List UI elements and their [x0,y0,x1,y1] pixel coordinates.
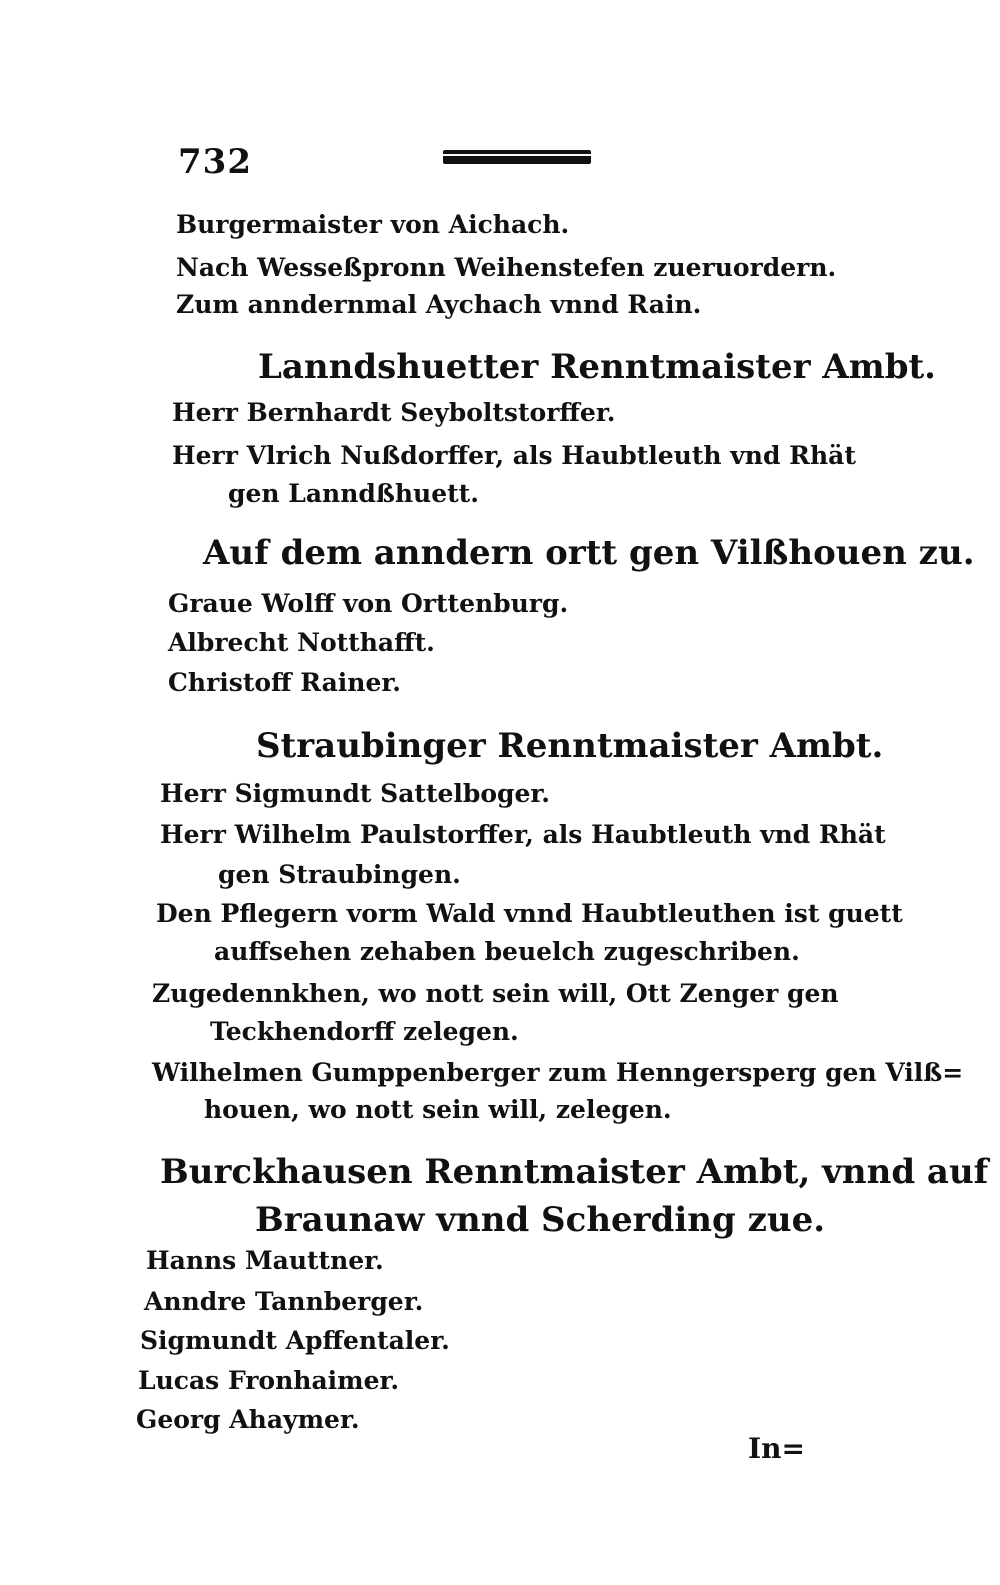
text-line: gen Lanndßhuett. [228,479,479,508]
text-line: Lucas Fronhaimer. [138,1366,400,1395]
page-number: 732 [178,142,252,182]
catchword: In= [748,1432,805,1465]
header-rule [443,150,591,164]
text-line: Graue Wolff von Orttenburg. [168,589,569,618]
section-heading: Braunaw vnnd Scherding zue. [255,1200,826,1240]
text-line: Zugedennkhen, wo nott sein will, Ott Zenger gen [152,979,839,1008]
text-line: Burgermaister von Aichach. [176,210,570,239]
text-line: Wilhelmen Gumppenberger zum Henngersperg gen Vilß= [152,1058,964,1087]
text-line: Christoff Rainer. [168,668,401,697]
text-line: Hanns Mauttner. [146,1246,384,1275]
text-line: Zum anndernmal Aychach vnnd Rain. [176,290,702,319]
section-heading: Straubinger Renntmaister Ambt. [256,726,884,766]
section-heading: Auf dem anndern ortt gen Vilßhouen zu. [203,533,975,573]
text-line: Herr Vlrich Nußdorffer, als Haubtleuth vnd Rhät [172,441,856,470]
text-line: Herr Bernhardt Seyboltstorffer. [172,398,616,427]
text-line: Albrecht Notthafft. [168,628,435,657]
text-line: Anndre Tannberger. [144,1287,424,1316]
text-line: gen Straubingen. [218,860,461,889]
section-heading: Lanndshuetter Renntmaister Ambt. [258,347,937,387]
text-line: Georg Ahaymer. [136,1405,360,1434]
text-line: Herr Sigmundt Sattelboger. [160,779,551,808]
text-line: Sigmundt Apffentaler. [140,1326,450,1355]
text-line: Den Pflegern vorm Wald vnnd Haubtleuthen ist guett [156,899,903,928]
text-line: auffsehen zehaben beuelch zugeschriben. [214,937,800,966]
text-line: houen, wo nott sein will, zelegen. [204,1095,672,1124]
section-heading: Burckhausen Renntmaister Ambt, vnnd auf [160,1152,989,1192]
text-line: Herr Wilhelm Paulstorffer, als Haubtleuth vnd Rhät [160,820,886,849]
text-line: Teckhendorff zelegen. [210,1017,519,1046]
text-line: Nach Wesseßpronn Weihenstefen zueruordern. [176,253,837,282]
